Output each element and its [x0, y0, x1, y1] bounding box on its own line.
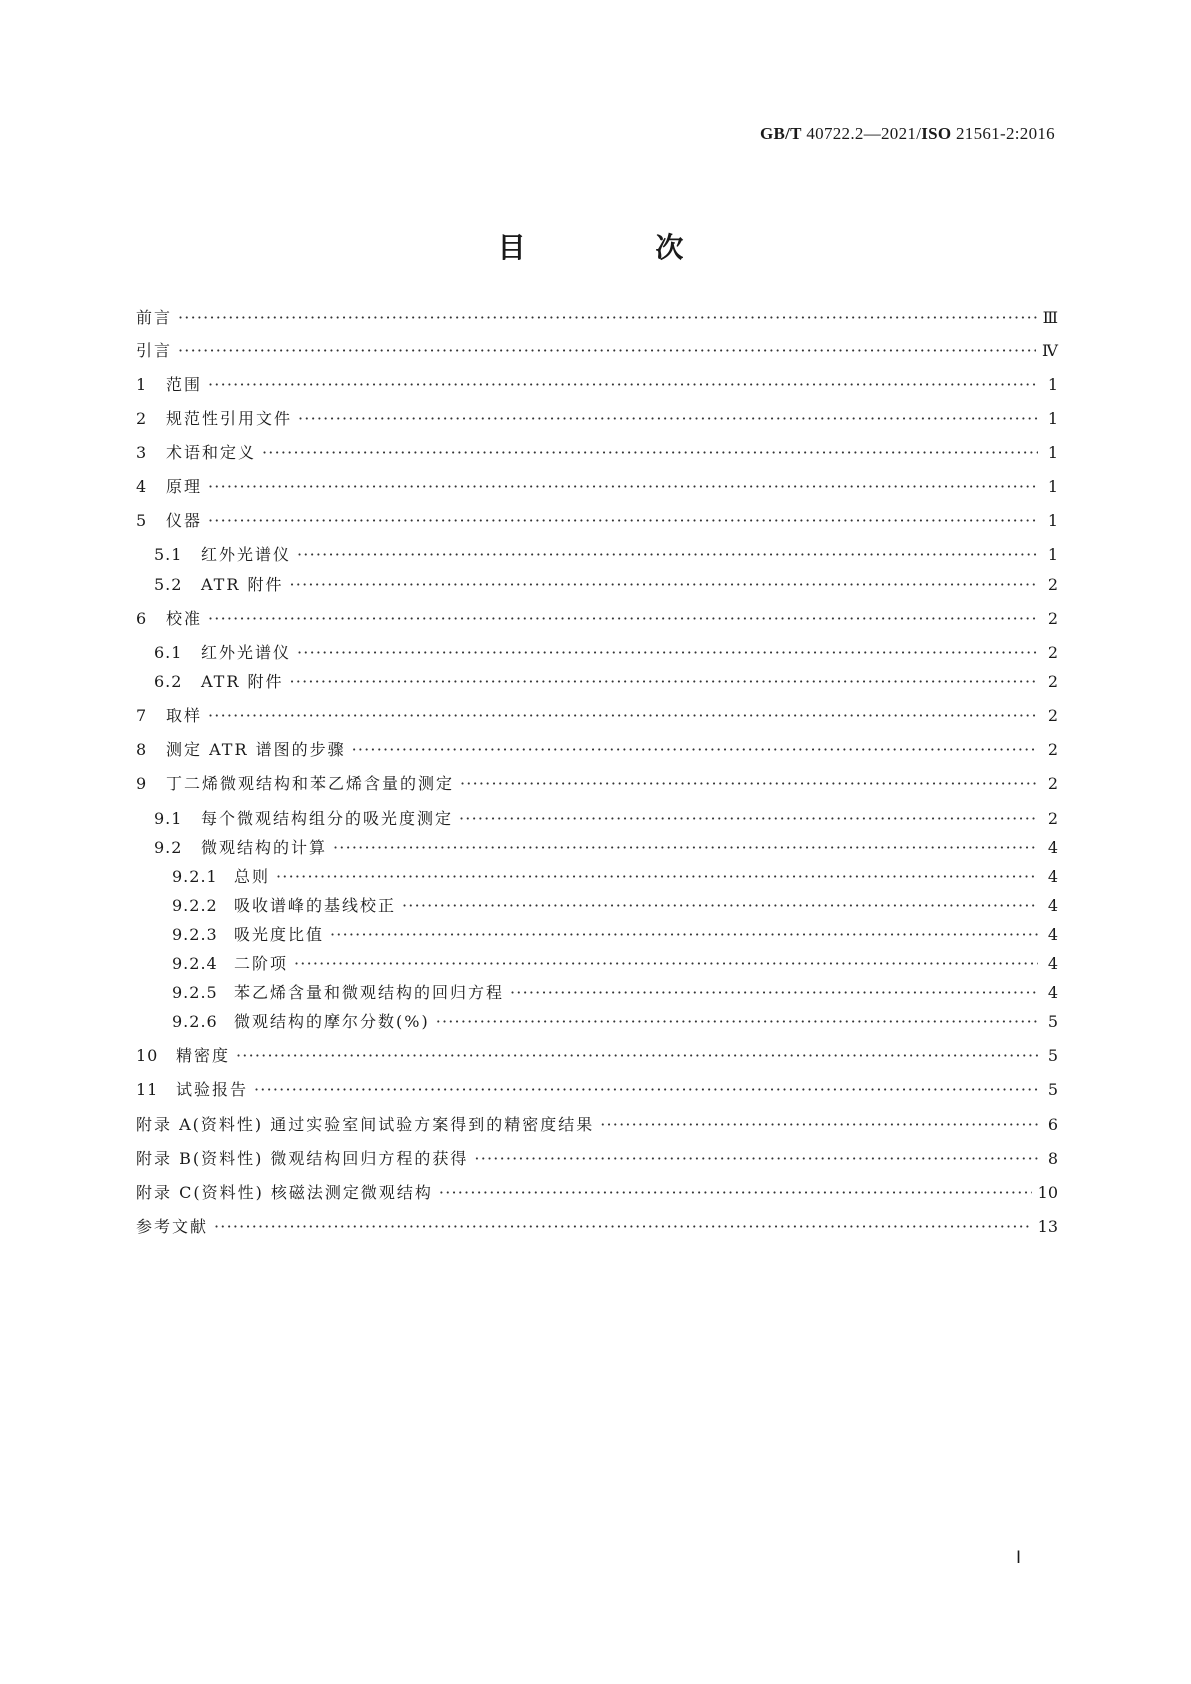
- toc-page: 1: [1047, 443, 1058, 462]
- toc-label: 附录 C(资料性) 核磁法测定微观结构: [136, 1183, 433, 1202]
- leader-dots: [600, 1113, 1038, 1137]
- toc-label: 前言: [136, 308, 173, 327]
- leader-dots: [330, 923, 1038, 947]
- toc-label: 每个微观结构组分的吸光度测定: [201, 809, 454, 828]
- toc-page: 6: [1047, 1115, 1058, 1134]
- toc-entry-annex-b[interactable]: [136, 1147, 1058, 1171]
- toc-page: 4: [1047, 896, 1058, 915]
- leader-dots: [297, 543, 1038, 567]
- toc-page: 2: [1047, 809, 1058, 828]
- toc-page: 2: [1047, 774, 1058, 793]
- toc-entry-9[interactable]: [136, 772, 1058, 796]
- leader-dots: [352, 738, 1038, 762]
- toc-label: ATR 附件: [201, 575, 284, 594]
- toc-number: 5.2: [154, 575, 183, 594]
- leader-dots: [294, 952, 1038, 976]
- toc-entry-9-1[interactable]: [154, 807, 1058, 831]
- leader-dots: [439, 1181, 1032, 1205]
- leader-dots: [208, 509, 1038, 533]
- toc-number: 9.1: [154, 809, 183, 828]
- leader-dots: [298, 407, 1038, 431]
- toc-label: 二阶项: [234, 954, 289, 973]
- toc-label: 原理: [166, 477, 203, 496]
- toc-label: 引言: [136, 341, 173, 360]
- toc-page: 2: [1047, 575, 1058, 594]
- leader-dots: [276, 865, 1038, 889]
- toc-entry-6-1[interactable]: [154, 641, 1058, 665]
- toc-number: 3: [136, 443, 148, 462]
- toc-entry-9-2-3[interactable]: [172, 923, 1058, 947]
- toc-number: 5.1: [154, 545, 183, 564]
- toc-number: 11: [136, 1080, 159, 1099]
- toc-number: 6: [136, 609, 148, 628]
- toc-number: 9.2: [154, 838, 183, 857]
- toc-number: 5: [136, 511, 148, 530]
- toc-number: 9.2.5: [172, 983, 218, 1002]
- toc-label: 精密度: [176, 1046, 231, 1065]
- toc-number: 9: [136, 774, 148, 793]
- toc-number: 9.2.4: [172, 954, 218, 973]
- leader-dots: [510, 981, 1038, 1005]
- leader-dots: [297, 641, 1038, 665]
- toc-entry-3[interactable]: [136, 441, 1058, 465]
- toc-entry-9-2[interactable]: [154, 836, 1058, 860]
- toc-number: 6.2: [154, 672, 183, 691]
- leader-dots: [333, 836, 1038, 860]
- page-title: 目 次: [497, 231, 744, 264]
- toc-page: 1: [1047, 511, 1058, 530]
- leader-dots: [208, 475, 1038, 499]
- toc-page: 5: [1047, 1012, 1058, 1031]
- toc-label: 取样: [166, 706, 203, 725]
- toc-entry-5-1[interactable]: [154, 543, 1058, 567]
- toc-entry-7[interactable]: [136, 704, 1058, 728]
- toc-page: 1: [1047, 375, 1058, 394]
- toc-label: 术语和定义: [166, 443, 257, 462]
- toc-entry-annex-c[interactable]: [136, 1181, 1058, 1205]
- leader-dots: [236, 1044, 1038, 1068]
- toc-page: 4: [1047, 925, 1058, 944]
- toc-entry-5[interactable]: [136, 509, 1058, 533]
- toc-entry-9-2-4[interactable]: [172, 952, 1058, 976]
- toc-label: 吸光度比值: [234, 925, 325, 944]
- leader-dots: [178, 306, 1037, 330]
- toc-number: 9.2.1: [172, 867, 218, 886]
- toc-entry-4[interactable]: [136, 475, 1058, 499]
- toc-page: 5: [1047, 1046, 1058, 1065]
- toc-page: Ⅳ: [1042, 341, 1058, 360]
- toc-number: 4: [136, 477, 148, 496]
- toc-label: 苯乙烯含量和微观结构的回归方程: [234, 983, 505, 1002]
- document-code: [760, 124, 1055, 144]
- toc-number: 1: [136, 375, 148, 394]
- toc-number: 9.2.3: [172, 925, 218, 944]
- toc-number: 10: [136, 1046, 159, 1065]
- leader-dots: [208, 704, 1038, 728]
- toc-label: 范围: [166, 375, 203, 394]
- leader-dots: [214, 1215, 1032, 1239]
- toc-label: 红外光谱仪: [201, 643, 292, 662]
- leader-dots: [460, 772, 1038, 796]
- toc-entry-foreword[interactable]: [136, 306, 1058, 330]
- code-prefix: GB/T: [759, 124, 802, 143]
- leader-dots: [208, 607, 1038, 631]
- iso-rest: 21561-2:2016: [951, 124, 1055, 143]
- toc-entry-9-2-6[interactable]: [172, 1010, 1058, 1034]
- toc-entry-10[interactable]: [136, 1044, 1058, 1068]
- toc-page: 4: [1047, 867, 1058, 886]
- toc-entry-9-2-1[interactable]: [172, 865, 1058, 889]
- toc-entry-9-2-5[interactable]: [172, 981, 1058, 1005]
- toc-entry-9-2-2[interactable]: [172, 894, 1058, 918]
- toc-entry-2[interactable]: [136, 407, 1058, 431]
- toc-label: 附录 A(资料性) 通过实验室间试验方案得到的精密度结果: [136, 1115, 595, 1134]
- toc-entry-bibliography[interactable]: [136, 1215, 1058, 1239]
- toc-label: 测定 ATR 谱图的步骤: [166, 740, 346, 759]
- toc-label: 吸收谱峰的基线校正: [234, 896, 397, 915]
- toc-label: 试验报告: [176, 1080, 249, 1099]
- toc-page: 2: [1047, 643, 1058, 662]
- toc-entry-annex-a[interactable]: [136, 1113, 1058, 1137]
- leader-dots: [290, 573, 1039, 597]
- toc-entry-11[interactable]: [136, 1078, 1058, 1102]
- toc-label: 总则: [234, 867, 271, 886]
- toc-label: 微观结构的计算: [201, 838, 328, 857]
- leader-dots: [474, 1147, 1038, 1171]
- toc-label: 丁二烯微观结构和苯乙烯含量的测定: [166, 774, 455, 793]
- toc-number: 9.2.2: [172, 896, 218, 915]
- toc-number: 6.1: [154, 643, 183, 662]
- toc-page: 1: [1047, 477, 1058, 496]
- toc-entry-6[interactable]: [136, 607, 1058, 631]
- toc-page: 4: [1047, 983, 1058, 1002]
- toc-page: Ⅲ: [1042, 308, 1058, 327]
- toc-entry-introduction[interactable]: [136, 339, 1058, 363]
- page-number: Ⅰ: [1016, 1548, 1022, 1567]
- code-rest: 40722.2—2021/: [801, 124, 922, 143]
- toc-entry-6-2[interactable]: [154, 670, 1058, 694]
- toc-number: 7: [136, 706, 148, 725]
- toc-page: 8: [1047, 1149, 1058, 1168]
- leader-dots: [436, 1010, 1038, 1034]
- leader-dots: [178, 339, 1036, 363]
- toc-number: 2: [136, 409, 148, 428]
- toc-entry-5-2[interactable]: [154, 573, 1058, 597]
- toc-page: 4: [1047, 954, 1058, 973]
- toc-page: 5: [1047, 1080, 1058, 1099]
- toc-page: 4: [1047, 838, 1058, 857]
- toc-label: 规范性引用文件: [166, 409, 293, 428]
- toc-page: 2: [1047, 609, 1058, 628]
- leader-dots: [290, 670, 1039, 694]
- toc-page: 1: [1047, 409, 1058, 428]
- leader-dots: [208, 373, 1038, 397]
- toc-page: 10: [1037, 1183, 1058, 1202]
- toc-entry-8[interactable]: [136, 738, 1058, 762]
- toc-number: 8: [136, 740, 148, 759]
- toc-page: 2: [1047, 706, 1058, 725]
- toc-label: 附录 B(资料性) 微观结构回归方程的获得: [136, 1149, 469, 1168]
- toc-page: 1: [1047, 545, 1058, 564]
- toc-page: 2: [1047, 672, 1058, 691]
- toc-label: 红外光谱仪: [201, 545, 292, 564]
- leader-dots: [459, 807, 1038, 831]
- toc-label: 参考文献: [136, 1217, 209, 1236]
- toc-entry-1[interactable]: [136, 373, 1058, 397]
- toc-page: 2: [1047, 740, 1058, 759]
- toc-label: 微观结构的摩尔分数(%): [234, 1012, 430, 1031]
- iso-prefix: ISO: [921, 124, 952, 143]
- toc-label: ATR 附件: [201, 672, 284, 691]
- toc-label: 校准: [166, 609, 203, 628]
- leader-dots: [262, 441, 1038, 465]
- toc-label: 仪器: [166, 511, 203, 530]
- toc-page: 13: [1037, 1217, 1058, 1236]
- leader-dots: [402, 894, 1038, 918]
- leader-dots: [254, 1078, 1038, 1102]
- toc-number: 9.2.6: [172, 1012, 218, 1031]
